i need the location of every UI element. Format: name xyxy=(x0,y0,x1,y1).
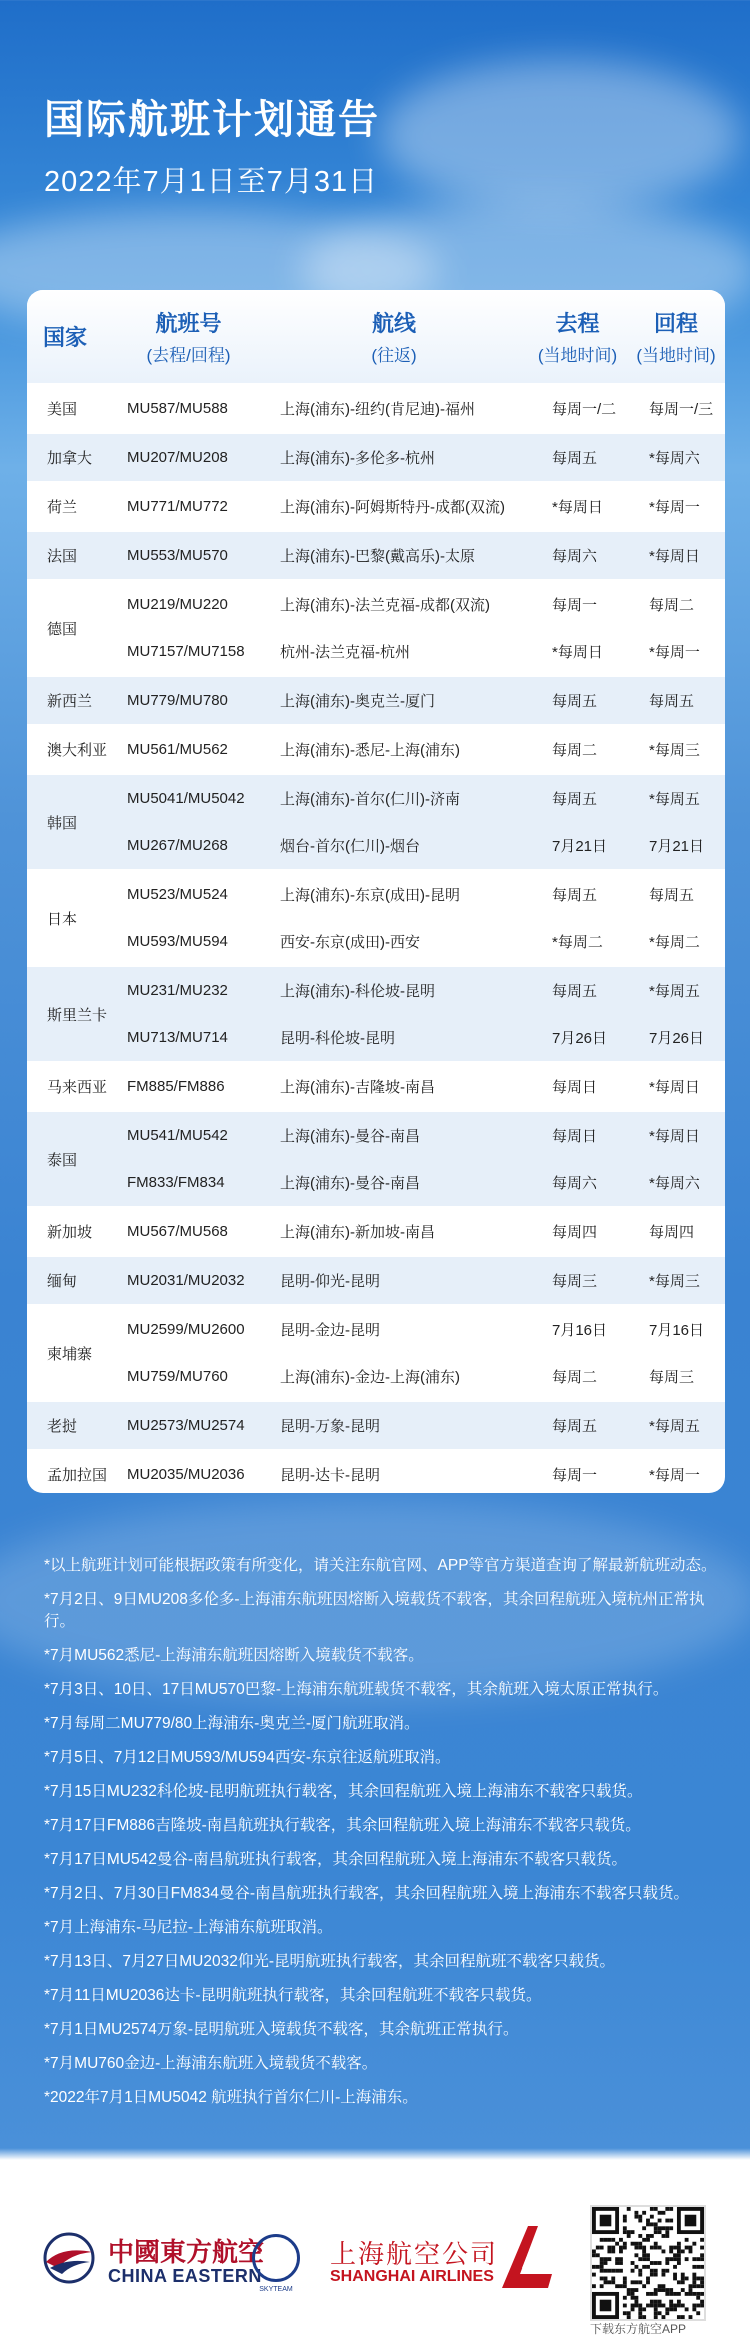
route-cell: 上海(浦东)-首尔(仁川)-济南 xyxy=(280,791,460,808)
country-group xyxy=(27,965,725,1061)
route-cell: 上海(浦东)-曼谷-南昌 xyxy=(280,1128,420,1145)
outbound-cell: 每周五 xyxy=(552,1418,598,1435)
route-cell: 昆明-科伦坡-昆明 xyxy=(280,1030,395,1047)
note-item: *7月15日MU232科伦坡-昆明航班执行载客，其余回程航班入境上海浦东不载客只载货。 xyxy=(44,1783,643,1800)
note-item: *7月每周二MU779/80上海浦东-奥克兰-厦门航班取消。 xyxy=(44,1715,420,1732)
return-cell: *每周日 xyxy=(649,548,700,565)
return-cell: *每周五 xyxy=(649,983,700,1000)
return-cell: *每周五 xyxy=(649,791,700,808)
return-cell: 每周四 xyxy=(649,1224,695,1241)
outbound-cell: 每周五 xyxy=(552,693,598,710)
flight-number-cell: MU593/MU594 xyxy=(127,933,228,950)
country-cell: 德国 xyxy=(47,620,78,638)
return-cell: 每周三 xyxy=(649,1369,695,1386)
route-cell: 上海(浦东)-曼谷-南昌 xyxy=(280,1175,420,1192)
note-item: *7月17日MU542曼谷-南昌航班执行载客，其余回程航班入境上海浦东不载客只载货。 xyxy=(44,1851,628,1868)
outbound-cell: 7月21日 xyxy=(552,838,608,855)
table-row xyxy=(117,726,725,773)
note-item: *7月2日、9日MU208多伦多-上海浦东航班因熔断入境载货不载客，其余回程航班入境杭州正常执行。 xyxy=(44,1591,705,1630)
flight-number-cell: MU553/MU570 xyxy=(127,547,228,564)
country-group xyxy=(27,675,725,724)
table-row xyxy=(117,1063,725,1110)
cloud-decoration xyxy=(380,60,740,210)
country-group xyxy=(27,383,725,432)
return-cell: 7月16日 xyxy=(649,1322,705,1339)
country-group xyxy=(27,579,725,675)
route-cell: 上海(浦东)-新加坡-南昌 xyxy=(280,1224,435,1241)
group-rows xyxy=(117,1451,725,1493)
outbound-cell: 每周一/二 xyxy=(552,401,617,418)
outbound-cell: *每周二 xyxy=(552,934,603,951)
flight-number-cell: MU5041/MU5042 xyxy=(127,790,245,807)
route-cell: 昆明-万象-昆明 xyxy=(280,1418,380,1435)
route-cell: 上海(浦东)-悉尼-上海(浦东) xyxy=(280,742,460,759)
page-title: 国际航班计划通告 xyxy=(44,98,380,142)
country-group xyxy=(27,1206,725,1255)
note-item: *7月1日MU2574万象-昆明航班入境载货不载客，其余航班正常执行。 xyxy=(44,2021,519,2038)
outbound-cell: *每周日 xyxy=(552,499,603,516)
note-item: *7月13日、7月27日MU2032仰光-昆明航班执行载客，其余回程航班不载客只载货。 xyxy=(44,1953,616,1970)
country-group xyxy=(27,773,725,869)
return-cell: *每周一 xyxy=(649,499,700,516)
page-header xyxy=(44,88,380,200)
group-rows xyxy=(117,1402,725,1449)
route-cell: 上海(浦东)-巴黎(戴高乐)-太原 xyxy=(280,548,475,565)
return-cell: 每周二 xyxy=(649,597,695,614)
outbound-cell: 7月26日 xyxy=(552,1030,608,1047)
flight-number-cell: MU713/MU714 xyxy=(127,1029,228,1046)
route-cell: 上海(浦东)-法兰克福-成都(双流) xyxy=(280,597,490,614)
outbound-cell: 每周五 xyxy=(552,791,598,808)
page-subtitle: 2022年7月1日至7月31日 xyxy=(44,166,379,198)
country-cell: 新加坡 xyxy=(47,1224,93,1241)
return-cell: 每周一/三 xyxy=(649,401,714,418)
route-cell: 上海(浦东)-奥克兰-厦门 xyxy=(280,693,435,710)
skyteam-label: SKYTEAM xyxy=(259,2286,293,2293)
country-cell: 荷兰 xyxy=(47,499,78,516)
flight-number-cell: FM833/FM834 xyxy=(127,1174,225,1191)
flight-number-cell: MU759/MU760 xyxy=(127,1368,228,1385)
qr-code-icon[interactable] xyxy=(590,2205,706,2321)
country-group xyxy=(27,530,725,579)
return-cell: *每周二 xyxy=(649,934,700,951)
group-rows xyxy=(117,1306,725,1400)
route-cell: 昆明-金边-昆明 xyxy=(280,1322,380,1339)
qr-caption: 下载东方航空APP xyxy=(590,2322,687,2335)
return-cell: *每周一 xyxy=(649,1467,700,1484)
route-cell: 上海(浦东)-吉隆坡-南昌 xyxy=(280,1079,435,1096)
china-eastern-name-en: CHINA EASTERN xyxy=(108,2266,262,2286)
table-row xyxy=(117,532,725,579)
skyteam-logo-icon xyxy=(252,2234,300,2282)
column-header-country: 国家 xyxy=(43,325,88,350)
table-header xyxy=(27,290,725,383)
note-item: *7月11日MU2036达卡-昆明航班执行载客，其余回程航班不载客只载货。 xyxy=(44,1987,542,2004)
flight-number-cell: MU567/MU568 xyxy=(127,1223,228,1240)
note-item: *7月17日FM886吉隆坡-南昌航班执行载客，其余回程航班入境上海浦东不载客只载货。 xyxy=(44,1817,641,1834)
table-row xyxy=(117,967,725,1014)
flight-number-cell: MU2573/MU2574 xyxy=(127,1417,245,1434)
return-cell: *每周一 xyxy=(649,644,700,661)
table-row xyxy=(117,628,725,675)
country-cell: 柬埔寨 xyxy=(47,1345,93,1363)
group-rows xyxy=(117,385,725,432)
country-group xyxy=(27,1449,725,1493)
flight-number-cell: MU7157/MU7158 xyxy=(127,643,245,660)
flight-number-cell: MU2035/MU2036 xyxy=(127,1466,245,1483)
table-row xyxy=(117,1353,725,1400)
table-body xyxy=(27,383,725,1493)
flight-number-cell: MU771/MU772 xyxy=(127,498,228,515)
group-rows xyxy=(117,726,725,773)
china-eastern-name-cn: 中國東方航空 xyxy=(108,2238,265,2268)
country-cell: 泰国 xyxy=(47,1151,78,1169)
outbound-cell: 每周五 xyxy=(552,450,598,467)
group-rows xyxy=(117,1063,725,1110)
table-row xyxy=(117,1159,725,1206)
outbound-cell: 每周五 xyxy=(552,983,598,1000)
country-group xyxy=(27,481,725,530)
outbound-cell: 每周一 xyxy=(552,597,598,614)
country-group xyxy=(27,1061,725,1110)
group-rows xyxy=(117,677,725,724)
note-item: *7月MU760金边-上海浦东航班入境载货不载客。 xyxy=(44,2055,378,2072)
flight-number-cell: MU267/MU268 xyxy=(127,837,228,854)
return-cell: *每周六 xyxy=(649,1175,700,1192)
table-row xyxy=(117,871,725,918)
note-item: *7月MU562悉尼-上海浦东航班因熔断入境载货不载客。 xyxy=(44,1647,424,1664)
group-rows xyxy=(117,871,725,965)
return-cell: 每周五 xyxy=(649,887,695,904)
outbound-cell: 每周二 xyxy=(552,1369,598,1386)
table-row xyxy=(117,677,725,724)
country-cell: 美国 xyxy=(47,401,78,418)
group-rows xyxy=(117,1257,725,1304)
column-header-flight: 航班号 (去程/回程) xyxy=(146,311,231,365)
outbound-cell: 7月16日 xyxy=(552,1322,608,1339)
country-cell: 老挝 xyxy=(47,1418,78,1435)
return-cell: 每周五 xyxy=(649,693,695,710)
notes-list xyxy=(44,1555,724,2121)
shanghai-airlines-name-en: SHANGHAI AIRLINES xyxy=(330,2268,494,2285)
footer xyxy=(0,2160,750,2335)
country-cell: 缅甸 xyxy=(47,1273,78,1290)
country-cell: 澳大利亚 xyxy=(47,742,108,759)
table-row xyxy=(117,918,725,965)
route-cell: 上海(浦东)-纽约(肯尼迪)-福州 xyxy=(280,401,475,418)
group-rows xyxy=(117,581,725,675)
return-cell: *每周日 xyxy=(649,1079,700,1096)
route-cell: 昆明-仰光-昆明 xyxy=(280,1273,380,1290)
flight-number-cell: MU2031/MU2032 xyxy=(127,1272,245,1289)
flight-number-cell: MU541/MU542 xyxy=(127,1127,228,1144)
group-rows xyxy=(117,434,725,481)
table-row xyxy=(117,822,725,869)
outbound-cell: 每周二 xyxy=(552,742,598,759)
outbound-cell: 每周六 xyxy=(552,1175,598,1192)
outbound-cell: 每周日 xyxy=(552,1128,598,1145)
table-row xyxy=(117,581,725,628)
country-cell: 日本 xyxy=(47,910,78,928)
outbound-cell: 每周六 xyxy=(552,548,598,565)
country-cell: 孟加拉国 xyxy=(47,1467,108,1484)
note-item: *7月上海浦东-马尼拉-上海浦东航班取消。 xyxy=(44,1919,333,1936)
note-item: *7月2日、7月30日FM834曼谷-南昌航班执行载客，其余回程航班入境上海浦东不载客只载货。 xyxy=(44,1885,690,1902)
table-row xyxy=(117,1014,725,1061)
outbound-cell: 每周四 xyxy=(552,1224,598,1241)
route-cell: 上海(浦东)-阿姆斯特丹-成都(双流) xyxy=(280,499,505,516)
outbound-cell: 每周三 xyxy=(552,1273,598,1290)
country-group xyxy=(27,432,725,481)
country-cell: 韩国 xyxy=(47,814,78,832)
note-item: *以上航班计划可能根据政策有所变化，请关注东航官网、APP等官方渠道查询了解最新航班动态。 xyxy=(44,1557,717,1574)
country-group xyxy=(27,1110,725,1206)
group-rows xyxy=(117,483,725,530)
table-row xyxy=(117,1306,725,1353)
group-rows xyxy=(117,967,725,1061)
flight-table-card xyxy=(27,290,725,1493)
country-group xyxy=(27,1400,725,1449)
group-rows xyxy=(117,1208,725,1255)
flight-number-cell: MU207/MU208 xyxy=(127,449,228,466)
outbound-cell: 每周日 xyxy=(552,1079,598,1096)
return-cell: *每周六 xyxy=(649,450,700,467)
group-rows xyxy=(117,1112,725,1206)
table-row xyxy=(117,483,725,530)
country-cell: 法国 xyxy=(47,548,78,565)
country-cell: 马来西亚 xyxy=(47,1079,108,1096)
outbound-cell: 每周五 xyxy=(552,887,598,904)
flight-number-cell: MU231/MU232 xyxy=(127,982,228,999)
flight-number-cell: MU2599/MU2600 xyxy=(127,1321,245,1338)
return-cell: 7月26日 xyxy=(649,1030,705,1047)
country-cell: 新西兰 xyxy=(47,693,93,710)
route-cell: 上海(浦东)-东京(成田)-昆明 xyxy=(280,887,460,904)
route-cell: 上海(浦东)-金边-上海(浦东) xyxy=(280,1369,460,1386)
return-cell: *每周三 xyxy=(649,742,700,759)
flight-number-cell: MU219/MU220 xyxy=(127,596,228,613)
table-row xyxy=(117,1208,725,1255)
country-group xyxy=(27,724,725,773)
column-header-return: 回程 (当地时间) xyxy=(636,311,716,365)
country-group xyxy=(27,869,725,965)
country-cell: 斯里兰卡 xyxy=(47,1006,108,1024)
flight-number-cell: MU523/MU524 xyxy=(127,886,228,903)
flight-number-cell: MU779/MU780 xyxy=(127,692,228,709)
route-cell: 西安-东京(成田)-西安 xyxy=(280,934,420,951)
flight-number-cell: MU587/MU588 xyxy=(127,400,228,417)
route-cell: 上海(浦东)-多伦多-杭州 xyxy=(280,450,435,467)
table-row xyxy=(117,1451,725,1493)
table-row xyxy=(117,1402,725,1449)
table-row xyxy=(117,775,725,822)
return-cell: *每周三 xyxy=(649,1273,700,1290)
column-header-route: 航线 (往返) xyxy=(371,311,417,365)
group-rows xyxy=(117,532,725,579)
outbound-cell: 每周一 xyxy=(552,1467,598,1484)
country-group xyxy=(27,1304,725,1400)
table-row xyxy=(117,1112,725,1159)
table-row xyxy=(117,385,725,432)
flight-number-cell: MU561/MU562 xyxy=(127,741,228,758)
column-header-outbound: 去程 (当地时间) xyxy=(537,311,618,365)
return-cell: *每周日 xyxy=(649,1128,700,1145)
note-item: *7月5日、7月12日MU593/MU594西安-东京往返航班取消。 xyxy=(44,1749,451,1766)
country-cell: 加拿大 xyxy=(47,450,93,467)
shanghai-airlines-logo-icon xyxy=(498,2224,556,2290)
table-row xyxy=(117,1257,725,1304)
route-cell: 上海(浦东)-科伦坡-昆明 xyxy=(280,983,435,1000)
note-item: *7月3日、10日、17日MU570巴黎-上海浦东航班载货不载客，其余航班入境太原正常执行。 xyxy=(44,1681,669,1698)
return-cell: *每周五 xyxy=(649,1418,700,1435)
route-cell: 烟台-首尔(仁川)-烟台 xyxy=(280,838,420,855)
route-cell: 昆明-达卡-昆明 xyxy=(280,1467,380,1484)
china-eastern-logo-icon xyxy=(40,2232,98,2284)
note-item: *2022年7月1日MU5042 航班执行首尔仁川-上海浦东。 xyxy=(44,2089,418,2106)
return-cell: 7月21日 xyxy=(649,838,705,855)
group-rows xyxy=(117,775,725,869)
flight-number-cell: FM885/FM886 xyxy=(127,1078,225,1095)
country-group xyxy=(27,1255,725,1304)
outbound-cell: *每周日 xyxy=(552,644,603,661)
route-cell: 杭州-法兰克福-杭州 xyxy=(280,644,410,661)
table-row xyxy=(117,434,725,481)
shanghai-airlines-name-cn: 上海航空公司 xyxy=(330,2240,499,2270)
